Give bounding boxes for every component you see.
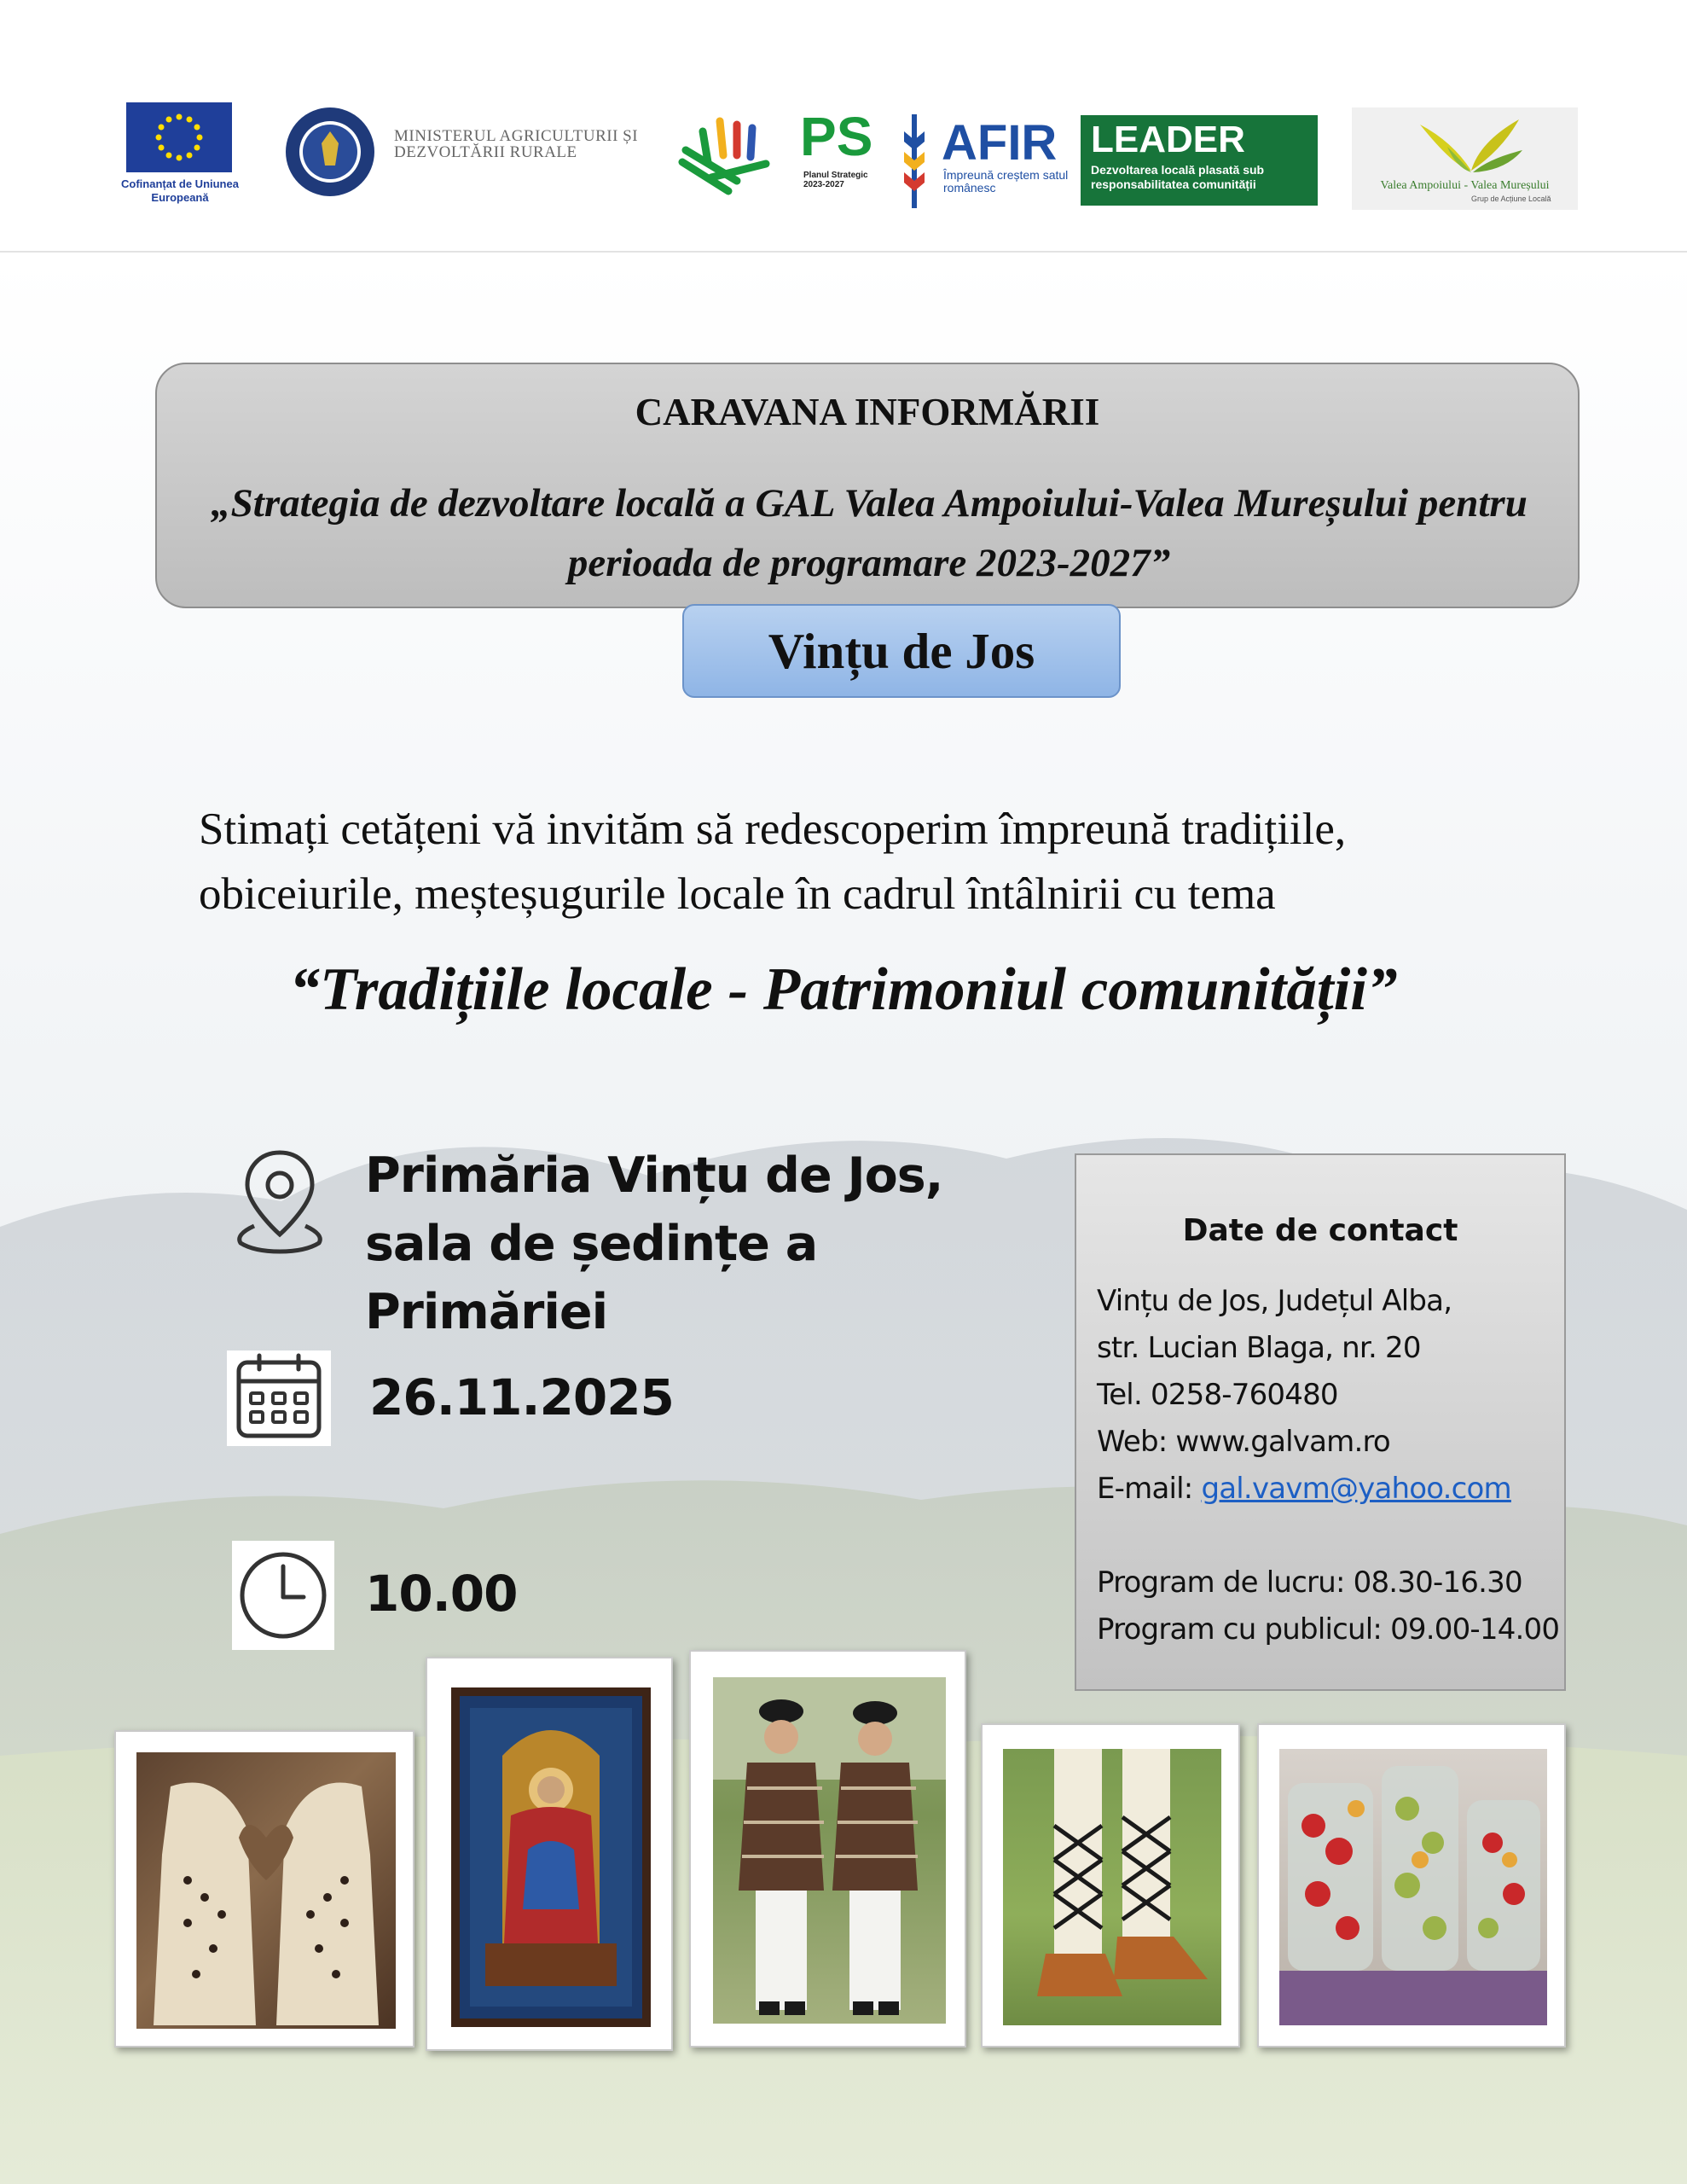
gal-valea-ampoiului-logo (1352, 107, 1578, 210)
event-venue: Primăria Vințu de Jos, sala de ședințe a Primăriei (365, 1147, 943, 1340)
contact-title: Date de contact (1182, 1213, 1458, 1248)
public-hours: Program cu publicul: 09.00-14.00 (1097, 1612, 1560, 1647)
afir-wheat-icon (902, 114, 926, 208)
title-box (155, 363, 1580, 608)
afir-title: AFIR (942, 115, 1058, 171)
ministry-name: MINISTERUL AGRICULTURII ȘI DEZVOLTĂRII RURALE (394, 127, 639, 161)
location-pin-icon (229, 1146, 331, 1257)
email-link[interactable]: gal.vavm@yahoo.com (1201, 1472, 1511, 1506)
event-time: 10.00 (365, 1565, 518, 1623)
leader-subtitle: Dezvoltarea locală plasată sub responsabilitatea comunității (1091, 163, 1265, 191)
eu-flag-logo (126, 102, 232, 172)
address-line-1: Vințu de Jos, Județul Alba, (1097, 1284, 1452, 1318)
leader-logo (1081, 115, 1318, 206)
ps-stripes-icon (677, 113, 771, 198)
ps-title: PS (800, 106, 873, 167)
address-line-2: str. Lucian Blaga, nr. 20 (1097, 1331, 1421, 1365)
website: Web: www.galvam.ro (1097, 1425, 1390, 1459)
phone-number: Tel. 0258-760480 (1097, 1378, 1338, 1412)
painted-icon-image (451, 1687, 651, 2027)
photo-opinci-footwear (981, 1723, 1240, 2048)
eu-stars-icon (126, 102, 232, 172)
meeting-theme: “Tradițiile locale - Patrimoniul comunității” (289, 956, 1398, 1023)
folk-costumes-image (713, 1677, 946, 2024)
calendar-icon (227, 1350, 331, 1446)
pickle-jars-image (1279, 1749, 1547, 2025)
government-seal-logo (284, 106, 376, 198)
eu-caption: Cofinanțat de Uniunea Europeană (121, 177, 239, 204)
traditional-vest-image (136, 1752, 396, 2029)
event-series-title: CARAVANA INFORMĂRII (635, 391, 1100, 433)
gal-name: Valea Ampoiului - Valea Mureșului (1380, 179, 1550, 192)
invitation-text: Stimați cetățeni vă invităm să redescoperim împreună tradițiile, obiceiurile, meșteșugurile locale în cadrul întâlnirii cu tema (199, 804, 1347, 919)
email-row (1097, 1466, 1557, 1513)
wheat-leaf-icon (1352, 107, 1578, 179)
photo-painted-icon (426, 1657, 673, 2051)
work-hours: Program de lucru: 08.30-16.30 (1097, 1565, 1522, 1600)
ps-subtitle: Planul Strategic 2023-2027 (803, 171, 868, 189)
photo-traditional-vest (114, 1730, 415, 2048)
contact-details (1097, 1278, 1560, 1653)
strategy-title: „Strategia de dezvoltare locală a GAL Valea Ampoiului-Valea Mureșului pentru perioada de programare 2023-2027” (211, 481, 1528, 585)
clock-icon (232, 1541, 334, 1650)
contact-box (1075, 1153, 1566, 1691)
event-date: 26.11.2025 (369, 1368, 674, 1426)
email-label: E-mail: (1097, 1472, 1202, 1506)
logo-header (0, 0, 1687, 253)
photo-pickle-jars (1257, 1723, 1566, 2048)
location-badge: Vințu de Jos (682, 604, 1121, 698)
afir-subtitle: Împreună creștem satul românesc (943, 168, 1069, 195)
opinci-footwear-image (1003, 1749, 1221, 2025)
photo-folk-costumes (689, 1650, 966, 2048)
leader-title: LEADER (1091, 119, 1245, 160)
gal-tagline: Grup de Acțiune Locală (1471, 195, 1551, 203)
contact-spacer (1097, 1513, 1557, 1560)
